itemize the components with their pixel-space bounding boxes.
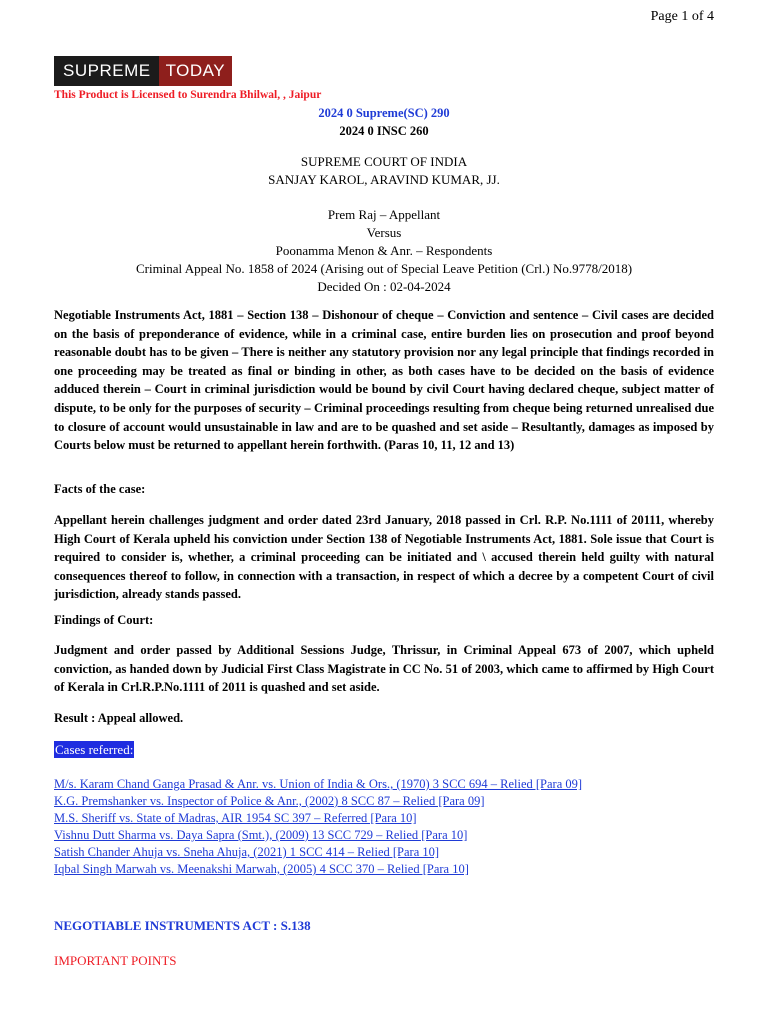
list-item xyxy=(54,827,714,844)
cases-referred-list xyxy=(54,776,714,878)
case-number: Criminal Appeal No. 1858 of 2024 (Arising out of Special Leave Petition (Crl.) No.9778/2018) xyxy=(135,261,633,276)
logo-text-today: TODAY xyxy=(159,56,233,86)
important-points-heading: IMPORTANT POINTS xyxy=(54,953,177,968)
case-link[interactable]: K.G. Premshanker vs. Inspector of Police & Anr., (2002) 8 SCC 87 – Relied [Para 09] xyxy=(54,794,485,808)
parties-block xyxy=(54,206,714,296)
decided-on: Decided On : 02-04-2024 xyxy=(317,279,451,294)
case-link[interactable]: M.S. Sheriff vs. State of Madras, AIR 1954 SC 397 – Referred [Para 10] xyxy=(54,811,417,825)
page-number: Page 1 of 4 xyxy=(650,9,714,24)
respondents: Poonamma Menon & Anr. – Respondents xyxy=(275,243,493,258)
case-link[interactable]: Satish Chander Ahuja vs. Sneha Ahuja, (2021) 1 SCC 414 – Relied [Para 10] xyxy=(54,845,440,859)
case-link[interactable]: M/s. Karam Chand Ganga Prasad & Anr. vs. Union of India & Ors., (1970) 3 SCC 694 – Relied [Para 09] xyxy=(54,777,583,791)
court-name: SUPREME COURT OF INDIA xyxy=(300,154,468,169)
result: Result : Appeal allowed. xyxy=(54,711,184,725)
list-item xyxy=(54,776,714,793)
citation-insc: 2024 0 INSC 260 xyxy=(339,124,429,138)
cases-referred-heading: Cases referred: xyxy=(55,742,134,757)
findings-text: Judgment and order passed by Additional Sessions Judge, Thrissur, in Criminal Appeal 673 of 2007, which upheld conviction, as handed down by Judicial First Class Magistrate in CC No. 51 of 2003, which came to affirmed by High Court of Kerala in Crl.R.P.No.1111 of 2011 is quashed and set aside. xyxy=(54,643,714,695)
facts-heading: Facts of the case: xyxy=(54,482,146,496)
headnote: Negotiable Instruments Act, 1881 – Section 138 – Dishonour of cheque – Conviction and sentence – Civil cases are decided on the basis of preponderance of evidence, while in a criminal case, entire burden lies on prosecution and proof beyond reasonable doubt has to be given – There is neither any statutory provision nor any legal principle that findings recorded in one proceeding may be treated as final or binding in other, as both cases have to be decided on the basis of evidence adduced therein – Court in criminal jurisdiction would be bound by civil Court having declared cheque, subject matter of dispute, to be only for the purposes of security – Criminal proceedings resulting from cheque being returned unrealised due to closure of account would unsustainable in law and are to be quashed and set aside – Resultantly, damages as imposed by Courts below must be returned to appellant herein forthwith. (Paras 10, 11, 12 and 13) xyxy=(54,308,714,453)
case-link[interactable]: Vishnu Dutt Sharma vs. Daya Sapra (Smt.), (2009) 13 SCC 729 – Relied [Para 10] xyxy=(54,828,468,842)
list-item xyxy=(54,810,714,827)
findings-heading: Findings of Court: xyxy=(54,613,154,627)
list-item xyxy=(54,844,714,861)
facts-text: Appellant herein challenges judgment and order dated 23rd January, 2018 passed in Crl. R.P. No.1111 of 20111, whereby High Court of Kerala upheld his conviction under Section 138 of Negotiable Instruments Act, 1881. Sole issue that Court is required to consider is, whether, a criminal proceeding can be initiated and \ accused therein held guilty with natural consequences thereof to follow, in connection with a transaction, in respect of which a decree by a competent Court of civil jurisdiction, already stands passed. xyxy=(54,513,714,602)
license-notice: This Product is Licensed to Surendra Bhilwal, , Jaipur xyxy=(54,89,322,101)
list-item xyxy=(54,861,714,878)
logo-text-supreme: SUPREME xyxy=(54,56,159,86)
case-link[interactable]: Iqbal Singh Marwah vs. Meenakshi Marwah, (2005) 4 SCC 370 – Relied [Para 10] xyxy=(54,862,469,876)
supreme-today-logo xyxy=(54,56,232,86)
appellant: Prem Raj – Appellant xyxy=(327,207,441,222)
court-info xyxy=(54,153,714,189)
citation-supreme-sc: 2024 0 Supreme(SC) 290 xyxy=(318,106,450,120)
versus: Versus xyxy=(366,225,402,240)
act-heading: NEGOTIABLE INSTRUMENTS ACT : S.138 xyxy=(54,918,311,933)
list-item xyxy=(54,793,714,810)
judges: SANJAY KAROL, ARAVIND KUMAR, JJ. xyxy=(268,172,500,187)
